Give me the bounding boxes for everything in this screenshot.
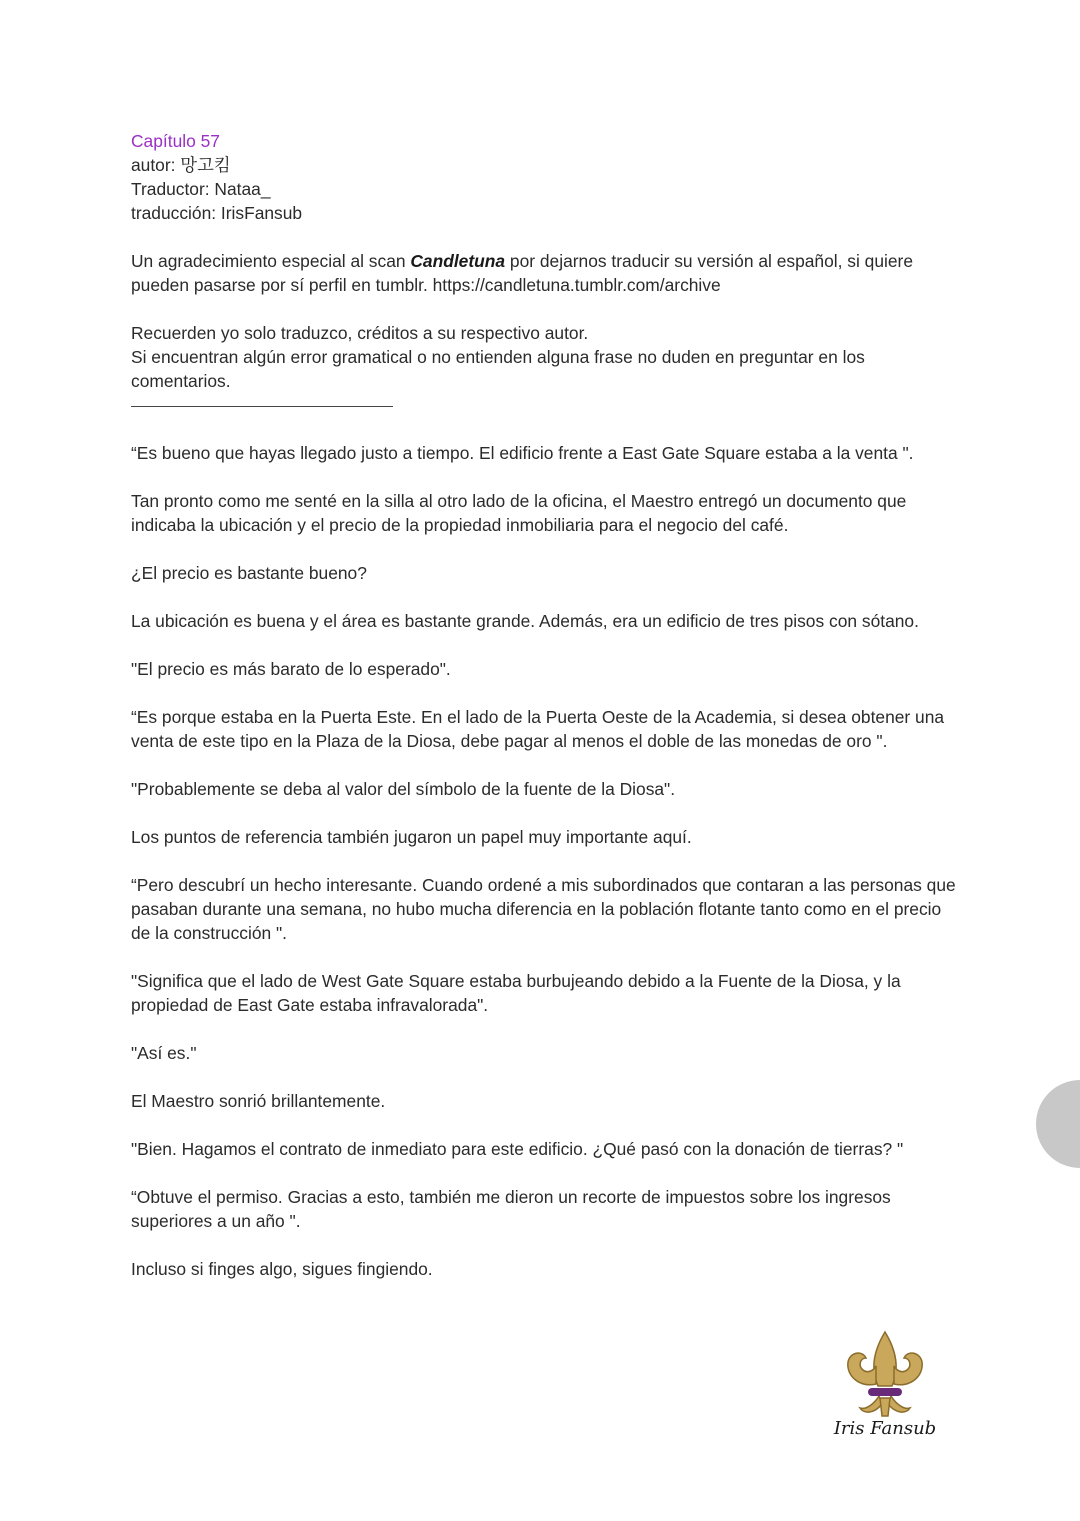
translator-line: Traductor: Nataa_: [131, 179, 271, 199]
story-paragraph: Los puntos de referencia también jugaron un papel muy importante aquí.: [131, 827, 692, 847]
story-paragraph: "Probablemente se deba al valor del símbolo de la fuente de la Diosa".: [131, 779, 676, 799]
story-paragraph: "El precio es más barato de lo esperado".: [131, 659, 451, 679]
credits-line: Recuerden yo solo traduzco, créditos a su respectivo autor.: [131, 323, 589, 343]
scan-name: Candletuna: [410, 251, 506, 271]
story-paragraph: "Así es.": [131, 1043, 197, 1063]
errors-note: Si encuentran algún error gramatical o no entienden alguna frase no duden en preguntar en los comentarios.: [131, 347, 865, 391]
story-paragraph: Tan pronto como me senté en la silla al otro lado de la oficina, el Maestro entregó un documento que indicaba la ubicación y el precio de la propiedad inmobiliaria para el negocio del café.: [131, 491, 907, 535]
author-line: autor: 망고킴: [131, 155, 231, 175]
iris-fansub-logo: [830, 1328, 940, 1448]
thanks-prefix: Un agradecimiento especial al scan: [131, 251, 411, 271]
thanks-paragraph: [131, 249, 961, 297]
fleur-de-lis-icon: [830, 1328, 940, 1420]
story-paragraph: “Pero descubrí un hecho interesante. Cuando ordené a mis subordinados que contaran a las personas que pasaban durante una semana, no hubo mucha diferencia en la población flotante tanto como en el precio de la construcción ".: [131, 875, 956, 943]
document-page: [131, 129, 961, 1305]
story-paragraph: Incluso si finges algo, sigues fingiendo.: [131, 1259, 433, 1279]
story-paragraph: "Bien. Hagamos el contrato de inmediato para este edificio. ¿Qué pasó con la donación de tierras? ": [131, 1139, 904, 1159]
translation-credit-line: traducción: IrisFansub: [131, 203, 303, 223]
story-paragraph: "Significa que el lado de West Gate Square estaba burbujeando debido a la Fuente de la Diosa, y la propiedad de East Gate estaba infravalorada".: [131, 971, 901, 1015]
story-paragraph: “Es porque estaba en la Puerta Este. En el lado de la Puerta Oeste de la Academia, si desea obtener una venta de este tipo en la Plaza de la Diosa, debe pagar al menos el doble de las monedas de oro ".: [131, 707, 945, 751]
divider: [131, 406, 393, 407]
chapter-title: Capítulo 57: [131, 131, 220, 151]
story-paragraph: “Obtuve el permiso. Gracias a esto, también me dieron un recorte de impuestos sobre los ingresos superiores a un año ".: [131, 1187, 891, 1231]
scroll-handle[interactable]: [1036, 1080, 1080, 1168]
story-paragraph: La ubicación es buena y el área es bastante grande. Además, era un edificio de tres pisos con sótano.: [131, 611, 919, 631]
story-paragraph: El Maestro sonrió brillantemente.: [131, 1091, 386, 1111]
story-paragraph: “Es bueno que hayas llegado justo a tiempo. El edificio frente a East Gate Square estaba a la venta ".: [131, 443, 914, 463]
thanks-suffix: por dejarnos traducir su versión al español, si quiere pueden pasarse por sí perfil en tumblr. https://candletuna.tumblr.com/archive: [131, 251, 914, 295]
story-paragraph: ¿El precio es bastante bueno?: [131, 563, 367, 583]
logo-text: Iris Fansub: [833, 1418, 937, 1439]
story-body: [131, 441, 961, 1281]
